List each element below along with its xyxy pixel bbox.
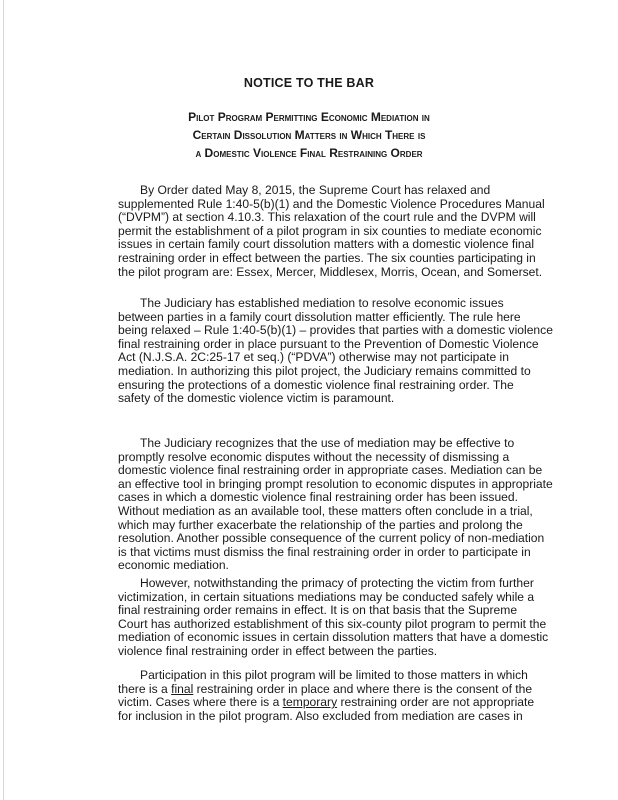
paragraph-line: mediation of economic issues in certain dissolution matters that have a domestic <box>118 630 549 645</box>
paragraph-line: mediation. In authorizing this pilot project, the Judiciary remains committed to <box>118 363 531 378</box>
paragraph-5 <box>118 668 535 723</box>
line-text: victim. Cases where there is a <box>118 695 283 710</box>
paragraph-line: Act (N.J.S.A. 2C:25-17 et seq.) (“PDVA”) otherwise may not participate in <box>118 350 509 365</box>
paragraph-line: which may further exacerbate the relationship of the parties and prolong the <box>118 517 523 532</box>
paragraph-4 <box>118 576 549 659</box>
paragraph-line: (“DVPM”) at section 4.10.3. This relaxation of the court rule and the DVPM will <box>118 210 536 225</box>
paragraph-line: is that victims must dismiss the final restraining order in order to participate in <box>118 544 531 559</box>
title-line-1: Pilot Program Permitting Economic Mediation in <box>188 110 430 124</box>
paragraph-1 <box>118 183 545 279</box>
line-text: restraining order in place and where there is the consent of the <box>193 681 533 696</box>
notice-heading: NOTICE TO THE BAR <box>243 76 375 90</box>
paragraph-line: an effective tool in bringing prompt resolution to economic disputes in appropriate <box>118 476 553 491</box>
paragraph-line: being relaxed – Rule 1:40-5(b)(1) – provides that parties with a domestic violence <box>118 323 553 338</box>
paragraph-line: final restraining order remains in effect. It is on that basis that the Supreme <box>118 603 518 618</box>
title-line-3: a Domestic Violence Final Restraining Order <box>195 146 423 160</box>
paragraph-line: The Judiciary recognizes that the use of mediation may be effective to <box>140 436 515 450</box>
paragraph-line: between parties in a family court dissolution matter efficiently. The rule here <box>118 309 521 324</box>
paragraph-line <box>118 681 533 697</box>
underlined-word-temporary: temporary <box>282 695 338 710</box>
scan-edge-line <box>3 0 4 800</box>
paragraph-line: final restraining order in place pursuant to the Prevention of Domestic Violence <box>118 336 539 351</box>
underlined-word-final: final <box>171 681 194 696</box>
paragraph-line: permit the establishment of a pilot program in six counties to mediate economic <box>118 223 542 238</box>
paragraph-line: restraining order in effect between the parties. The six counties participating in <box>118 250 536 265</box>
paragraph-line: Court has authorized establishment of this six-county pilot program to permit the <box>118 616 547 631</box>
paragraph-3 <box>118 436 553 573</box>
line-text: restraining order are not appropriate <box>337 695 535 710</box>
paragraph-line: Without mediation as an available tool, these matters often conclude in a trial, <box>118 503 533 518</box>
paragraph-line: for inclusion in the pilot program. Also excluded from mediation are cases in <box>118 708 523 723</box>
paragraph-line: economic mediation. <box>118 558 229 573</box>
paragraph-line: domestic violence final restraining order in appropriate cases. Mediation can be <box>118 463 543 478</box>
line-text: there is a <box>118 681 172 696</box>
paragraph-line: the pilot program are: Essex, Mercer, Middlesex, Morris, Ocean, and Somerset. <box>118 264 543 279</box>
paragraph-line: resolution. Another possible consequence of the current policy of non-mediation <box>118 531 545 546</box>
paragraph-line: violence final restraining order in effect between the parties. <box>118 643 438 658</box>
paragraph-2 <box>118 296 553 406</box>
paragraph-line: promptly resolve economic disputes without the necessity of dismissing a <box>118 449 510 464</box>
paragraph-line: supplemented Rule 1:40-5(b)(1) and the Domestic Violence Procedures Manual <box>118 196 545 211</box>
paragraph-line: cases in which a domestic violence final restraining order has been issued. <box>118 490 518 505</box>
paragraph-line: victimization, in certain situations mediations may be conducted safely while a <box>118 589 535 604</box>
paragraph-line <box>118 695 535 710</box>
paragraph-line: Participation in this pilot program will be limited to those matters in which <box>140 668 528 682</box>
paragraph-line: However, notwithstanding the primacy of protecting the victim from further <box>140 576 534 590</box>
paragraph-line: By Order dated May 8, 2015, the Supreme Court has relaxed and <box>140 183 491 197</box>
title-line-2: Certain Dissolution Matters in Which There is <box>192 128 426 142</box>
paragraph-line: ensuring the protections of a domestic violence final restraining order. The <box>118 377 514 392</box>
paragraph-line: issues in certain family court dissolution matters with a domestic violence final <box>118 237 535 252</box>
paragraph-line: The Judiciary has established mediation to resolve economic issues <box>140 296 504 310</box>
paragraph-line: safety of the domestic violence victim is paramount. <box>118 391 395 406</box>
document-title <box>0 108 618 162</box>
